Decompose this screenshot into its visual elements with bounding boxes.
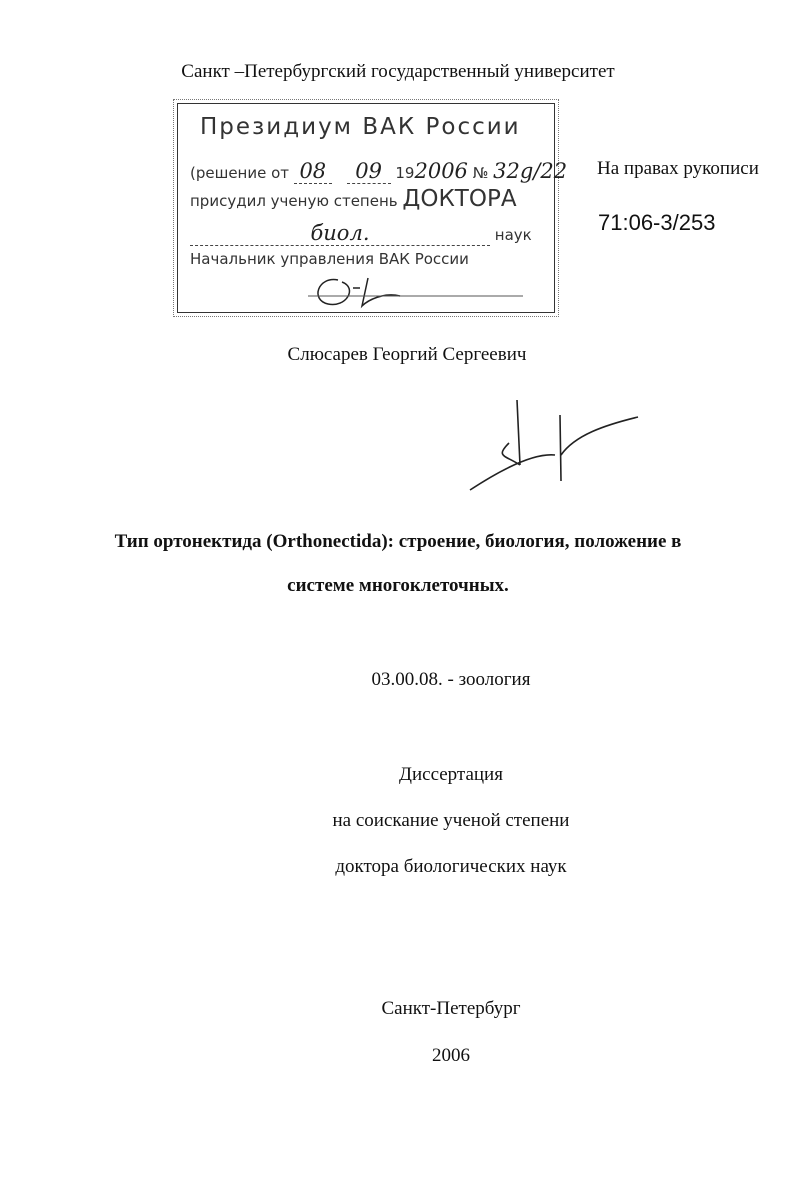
- city: Санкт-Петербург: [381, 998, 521, 1019]
- stamp-decision-year: 2006: [414, 159, 468, 183]
- university-name: Санкт –Петербургский государственный университет: [181, 61, 615, 82]
- stamp-decision-day: 08: [294, 159, 332, 184]
- stamp-decision-month: 09: [347, 159, 391, 184]
- stamp-awarded-line: [190, 186, 517, 212]
- stamp-field-handwritten: биол.: [190, 221, 490, 246]
- stamp-decision-prefix: (решение от: [190, 164, 290, 182]
- stamp-decision-line: [190, 159, 567, 184]
- stamp-year-prefix: 19: [395, 164, 415, 182]
- stamp-field-suffix: наук: [494, 226, 532, 244]
- stamp-field-line: [190, 221, 532, 246]
- stamp-awarded-degree: ДОКТОРА: [402, 186, 517, 212]
- stamp-title: Президиум ВАК России: [200, 114, 521, 140]
- stamp-signature-icon: [298, 266, 538, 314]
- stamp-head-title: Начальник управления ВАК России: [190, 250, 469, 268]
- year: 2006: [432, 1045, 470, 1066]
- stamp-no-label: №: [472, 164, 489, 182]
- degree-line-2: доктора биологических наук: [335, 856, 567, 877]
- degree-line-1: на соискание ученой степени: [332, 810, 570, 831]
- stamp-awarded-prefix: присудил ученую степень: [190, 192, 398, 210]
- specialty: 03.00.08. - зоология: [371, 669, 531, 690]
- dissertation-title-line-1: Тип ортонектида (Orthonectida): строение, биология, положение в: [114, 531, 682, 552]
- stamp-decision-number: 32g/22: [493, 159, 568, 183]
- catalog-code: 71:06-3/253: [598, 210, 716, 235]
- author-signature-icon: [465, 395, 645, 495]
- document-type: Диссертация: [399, 764, 503, 785]
- manuscript-rights-label: На правах рукописи: [597, 158, 759, 179]
- vak-stamp: [177, 103, 568, 313]
- author-name: Слюсарев Георгий Сергеевич: [287, 344, 527, 365]
- dissertation-title-line-2: системе многоклеточных.: [287, 575, 509, 596]
